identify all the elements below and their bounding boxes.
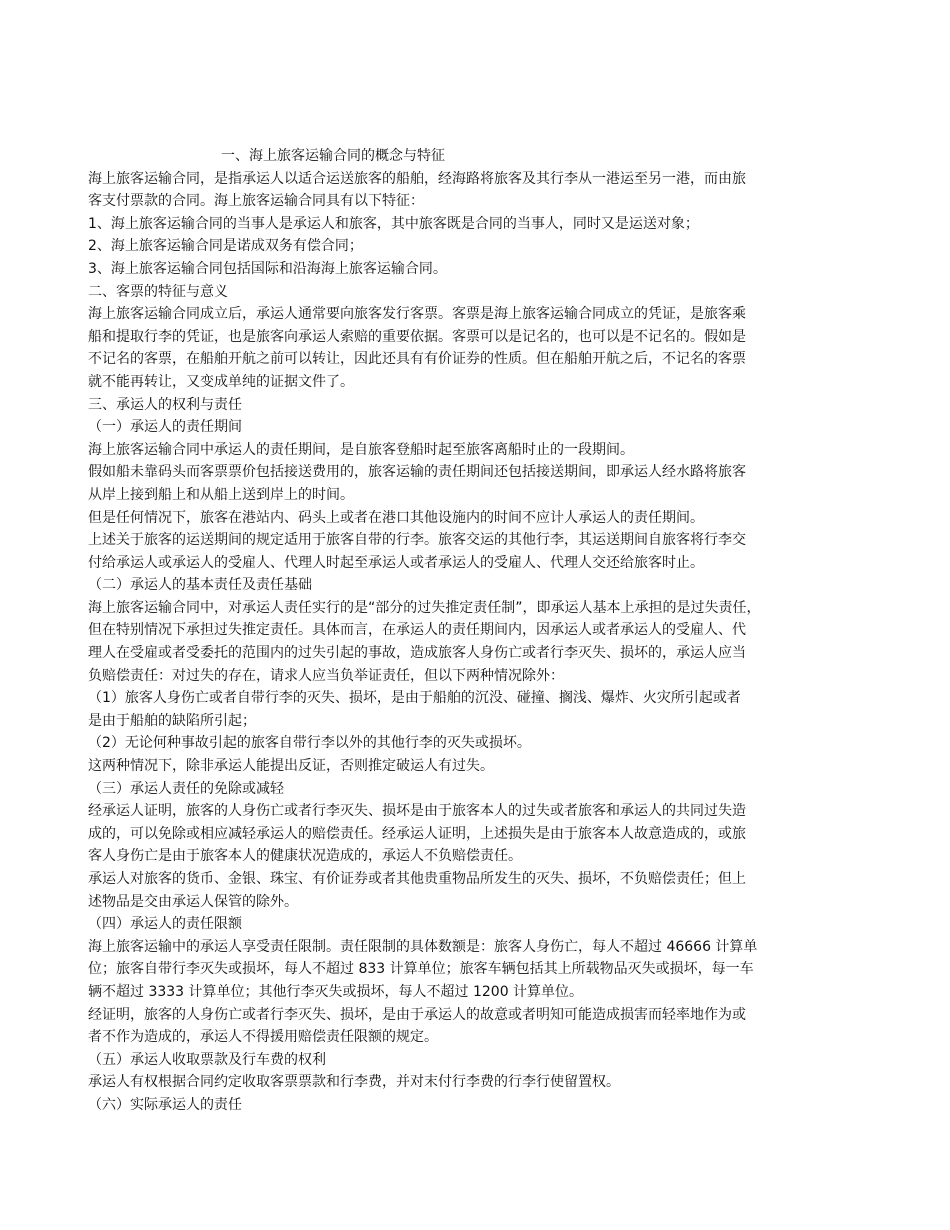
list-item: 2、海上旅客运输合同是诺成双务有偿合同； <box>88 238 363 255</box>
paragraph-line: 客支付票款的合同。海上旅客运输合同具有以下特征： <box>88 193 424 210</box>
paragraph-line: 假如船未靠码头而客票票价包括接送费用的，旅客运输的责任期间还包括接送期间，即承运人经水路将旅客 <box>88 464 746 481</box>
paragraph-line: 负赔偿责任：对过失的存在，请求人应当负举证责任，但以下两种情况除外： <box>88 667 564 684</box>
subsection-heading: （二）承运人的基本责任及责任基础 <box>88 577 312 594</box>
subsection-heading: （六）实际承运人的责任 <box>88 1096 242 1113</box>
paragraph-line: 经承运人证明，旅客的人身伤亡或者行李灭失、损坏是由于旅客本人的过失或者旅客和承运人的共同过失造 <box>88 803 746 820</box>
list-item: （2）无论何种事故引起的旅客自带行李以外的其他行李的灭失或损坏。 <box>88 735 531 752</box>
paragraph-line: 不记名的客票，在船舶开航之前可以转让，因此还具有有价证券的性质。但在船舶开航之后，不记名的客票 <box>88 351 746 368</box>
paragraph-line: 客人身伤亡是由于旅客本人的健康状况造成的，承运人不负赔偿责任。 <box>88 848 522 865</box>
paragraph-line: 但是任何情况下，旅客在港站内、码头上或者在港口其他设施内的时间不应计人承运人的责任期间。 <box>88 509 704 526</box>
subsection-heading: （一）承运人的责任期间 <box>88 419 242 436</box>
paragraph-line: 海上旅客运输中的承运人享受责任限制。责任限制的具体数额是：旅客人身伤亡，每人不超过 46666 计算单 <box>88 938 758 955</box>
list-item: 1、海上旅客运输合同的当事人是承运人和旅客，其中旅客既是合同的当事人，同时又是运送对象； <box>88 215 699 232</box>
paragraph-line: 这两种情况下，除非承运人能提出反证，否则推定破运人有过失。 <box>88 758 494 775</box>
paragraph-line: 付给承运人或承运人的受雇人、代理人时起至承运人或者承运人的受雇人、代理人交还给旅客时止。 <box>88 554 704 571</box>
section-heading: 三、承运人的权利与责任 <box>88 396 242 413</box>
section-heading: 二、客票的特征与意义 <box>88 283 228 300</box>
paragraph-line: 海上旅客运输合同中，对承运人责任实行的是“部分的过失推定责任制”，即承运人基本上承担的是过失责任， <box>88 599 761 616</box>
subsection-heading: （五）承运人收取票款及行车费的权利 <box>88 1051 326 1068</box>
paragraph-line: 位；旅客自带行李灭失或损坏，每人不超过 833 计算单位；旅客车辆包括其上所载物品灭失或损坏，每一车 <box>88 961 754 978</box>
paragraph-line: 理人在受雇或者受委托的范围内的过失引起的事故，造成旅客人身伤亡或者行李灭失、损坏的，承运人应当 <box>88 645 746 662</box>
paragraph-line: 就不能再转让，又变成单纯的证据文件了。 <box>88 373 354 390</box>
subsection-heading: （三）承运人责任的免除或减轻 <box>88 780 284 797</box>
list-item: 是由于船舶的缺陷所引起； <box>88 712 256 729</box>
paragraph-line: 者不作为造成的，承运人不得援用赔偿责任限额的规定。 <box>88 1029 438 1046</box>
paragraph-line: 但在特别情况下承担过失推定责任。具体而言，在承运人的责任期间内，因承运人或者承运人的受雇人、代 <box>88 622 746 639</box>
section-heading: 一、海上旅客运输合同的概念与特征 <box>221 148 445 164</box>
paragraph-line: 经证明，旅客的人身伤亡或者行李灭失、损坏，是由于承运人的故意或者明知可能造成损害而轻率地作为或 <box>88 1006 746 1023</box>
paragraph-line: 海上旅客运输合同，是指承运人以适合运送旅客的船舶，经海路将旅客及其行李从一港运至另一港，而由旅 <box>88 170 746 187</box>
document-page <box>88 145 868 1117</box>
paragraph-line: 上述关于旅客的运送期间的规定适用于旅客自带的行李。旅客交运的其他行李，其运送期间自旅客将行李交 <box>88 532 746 549</box>
paragraph-line: 述物品是交由承运人保管的除外。 <box>88 893 298 910</box>
paragraph-line: 承运人有权根据合同约定收取客票票款和行李费，并对末付行李费的行李行使留置权。 <box>88 1074 620 1091</box>
list-item: 3、海上旅客运输合同包括国际和沿海海上旅客运输合同。 <box>88 260 447 277</box>
paragraph-line: 辆不超过 3333 计算单位；其他行李灭失或损坏，每人不超过 1200 计算单位。 <box>88 983 584 1000</box>
paragraph-line: 承运人对旅客的货币、金银、珠宝、有价证券或者其他贵重物品所发生的灭失、损坏，不负赔偿责任；但上 <box>88 871 746 887</box>
paragraph-line: 海上旅客运输合同成立后，承运人通常要向旅客发行客票。客票是海上旅客运输合同成立的凭证，是旅客乘 <box>88 306 746 323</box>
subsection-heading: （四）承运人的责任限额 <box>88 916 242 933</box>
paragraph-line: 船和提取行李的凭证，也是旅客向承运人索赔的重要依据。客票可以是记名的，也可以是不记名的。假如是 <box>88 328 746 345</box>
paragraph-line: 成的，可以免除或相应减轻承运人的赔偿责任。经承运人证明，上述损失是由于旅客本人故意造成的，或旅 <box>88 825 746 842</box>
paragraph-line: 海上旅客运输合同中承运人的责任期间，是自旅客登船时起至旅客离船时止的一段期间。 <box>88 441 634 458</box>
paragraph-line: 从岸上接到船上和从船上送到岸上的时间。 <box>88 486 354 503</box>
list-item: （1）旅客人身伤亡或者自带行李的灭失、损坏，是由于船舶的沉没、碰撞、搁浅、爆炸、火灾所引起或者 <box>88 690 741 707</box>
